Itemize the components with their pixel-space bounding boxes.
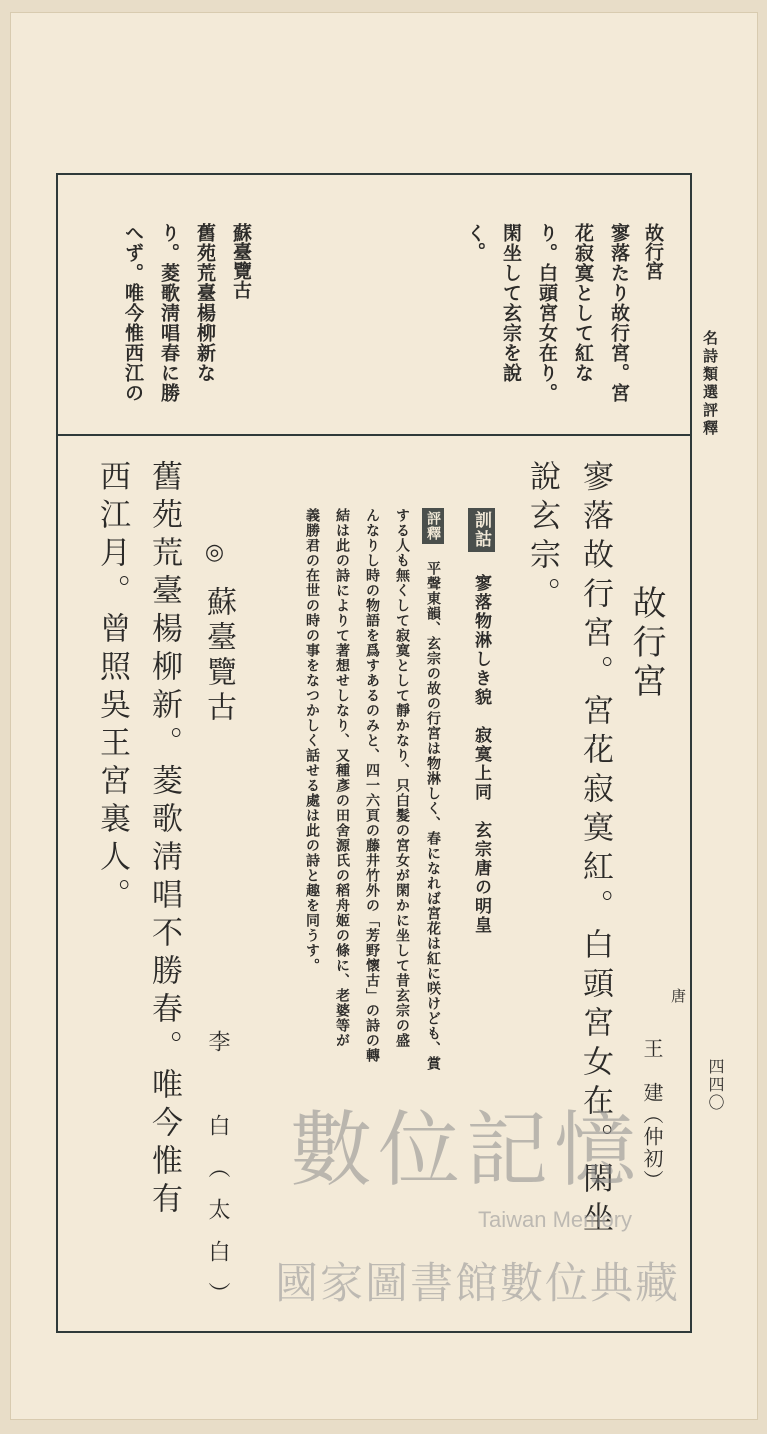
kundoku-note — [468, 508, 495, 935]
upper-col: 花寂寞として紅な — [572, 223, 594, 383]
upper-col: 寥落たり故行宮。宮 — [608, 223, 630, 403]
upper-col: 閑坐して玄宗を說 — [500, 223, 522, 383]
poem1-dynasty: 唐 — [669, 988, 687, 1003]
upper-col: り。菱歌淸唱春に勝 — [158, 223, 180, 403]
upper-col: 蘇臺覽古 — [230, 223, 252, 299]
commentary-line: 義勝君の在世の時の事をなつかしく話せる處は此の詩と趣を同うす。 — [304, 508, 320, 973]
watermark-logo: 數位記憶 — [290, 1103, 643, 1198]
poem1-line: 寥落故行宮。宮花寂寞紅。白頭宮女在。閑坐 — [577, 460, 613, 1240]
commentary-badge: 評釋 — [422, 508, 444, 544]
watermark-latin: Taiwan Memory — [478, 1207, 633, 1232]
poem2-line: 西江月。曾照吳王宮裏人。 — [94, 460, 130, 916]
kundoku-badge: 訓詁 — [468, 508, 495, 552]
kundoku-text: 寥落物淋しき貌 寂寞上同 玄宗唐の明皇 — [471, 574, 491, 935]
commentary-line — [422, 508, 444, 1071]
upper-col: り。白頭宮女在り。 — [536, 223, 558, 403]
poem1-title: 故行宮 — [626, 585, 666, 702]
poem1-line: 說玄宗。 — [524, 460, 560, 616]
poem2-line: 舊苑荒臺楊柳新。菱歌淸唱不勝春。唯今惟有 — [146, 460, 182, 1220]
poem2-title: 蘇臺覽古 — [201, 586, 236, 726]
section-divider — [56, 434, 692, 436]
page-number: 四四〇 — [706, 1058, 725, 1112]
upper-col: 舊苑荒臺楊柳新な — [194, 223, 216, 383]
upper-col: く。 — [464, 223, 486, 261]
running-head: 名詩類選評釋 — [701, 330, 719, 438]
upper-col: 故行宮 — [642, 223, 664, 280]
bullseye-mark: ◎ — [202, 540, 227, 565]
upper-col: へず。唯今惟西江の — [122, 223, 144, 403]
commentary-line: 結は此の詩によりて著想せしなり、又種彥の田舍源氏の稻舟姬の條に、老婆等が — [334, 508, 350, 1048]
commentary-line: んなりし時の物語を爲すあるのみと、四一六頁の藤井竹外の「芳野懷古」の詩の轉 — [364, 508, 380, 1063]
poem1-author: 王 建（仲初） — [640, 1038, 664, 1192]
watermark-institution: 國家圖書館數位典藏 — [275, 1259, 680, 1309]
poem2-author: 李 白（太白） — [205, 1030, 230, 1324]
commentary-line: する人も無くして寂寞として靜かなり、只白髮の宮女が閑かに坐して昔玄宗の盛 — [394, 508, 410, 1048]
commentary-text: 平聲東韻、玄宗の故の行宮は物淋しく、春になれば宮花は紅に咲けども、賞 — [425, 561, 441, 1071]
